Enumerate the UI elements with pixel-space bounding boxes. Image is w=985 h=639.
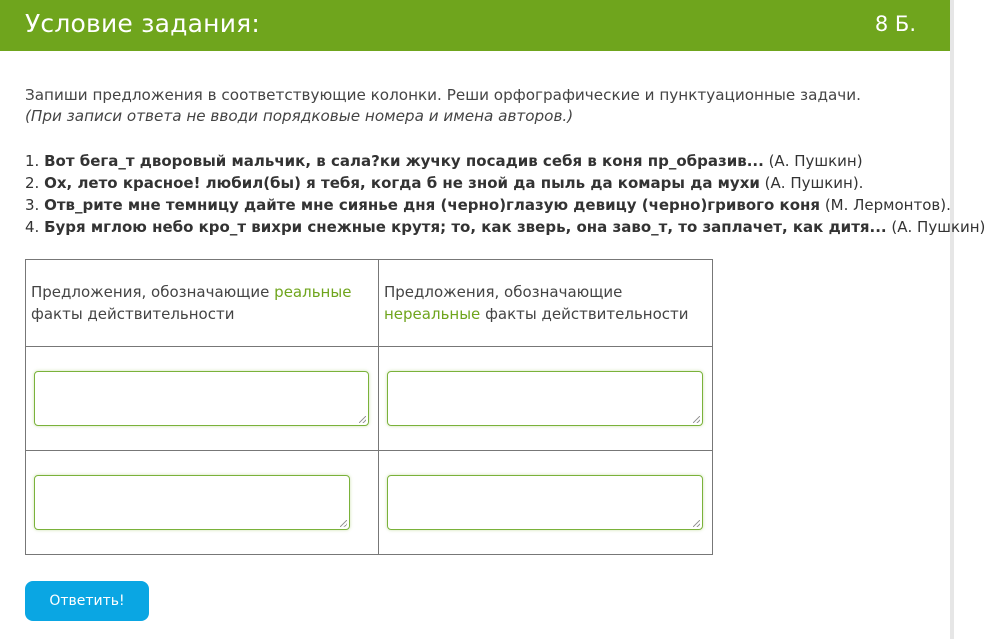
column-header-text: Предложения, обозначающие xyxy=(31,283,275,301)
sentence-author: (М. Лермонтов). xyxy=(824,196,951,214)
answer-cell xyxy=(379,451,713,555)
sentence-author: (А. Пушкин) xyxy=(768,152,863,170)
answer-cell xyxy=(26,451,379,555)
task-title: Условие задания: xyxy=(25,9,261,38)
sentence-list xyxy=(25,150,985,238)
sentence-item xyxy=(25,150,985,172)
page-right-border xyxy=(950,0,954,639)
answer-textarea-real-1[interactable] xyxy=(34,371,369,426)
sentence-text: Буря мглою небо кро_т вихри снежные крутя; то, как зверь, она заво_т, то заплачет, как дитя... xyxy=(44,218,887,236)
answer-textarea-real-2[interactable] xyxy=(34,475,350,530)
answer-cell xyxy=(379,347,713,451)
resize-handle-icon[interactable] xyxy=(359,416,366,423)
column-header-text: факты действительности xyxy=(31,305,235,323)
sentence-text: Ох, лето красное! любил(бы) я тебя, когда б не зной да пыль да комары да мухи xyxy=(44,174,760,192)
sentence-text: Отв_рите мне темницу дайте мне сиянье дня (черно)глазую девицу (черно)гривого коня xyxy=(44,196,821,214)
column-header-accent: реальные xyxy=(274,283,352,301)
submit-button[interactable]: Ответить! xyxy=(25,581,149,621)
resize-handle-icon[interactable] xyxy=(693,520,700,527)
resize-handle-icon[interactable] xyxy=(693,416,700,423)
sentence-item xyxy=(25,172,985,194)
answer-cell xyxy=(26,347,379,451)
sentence-author: (А. Пушкин) xyxy=(891,218,985,236)
sentence-number: 2. xyxy=(25,174,40,192)
sentence-number: 1. xyxy=(25,152,40,170)
resize-handle-icon[interactable] xyxy=(340,520,347,527)
answer-table xyxy=(25,259,713,555)
column-header-text: факты действительности xyxy=(480,305,689,323)
column-header-accent: нереальные xyxy=(384,305,481,323)
sentence-number: 3. xyxy=(25,196,40,214)
sentence-item xyxy=(25,194,985,216)
sentence-text: Вот бега_т дворовый мальчик, в сала?ки жучку посадив себя в коня пр_образив... xyxy=(44,152,764,170)
sentence-number: 4. xyxy=(25,218,40,236)
answer-textarea-unreal-2[interactable] xyxy=(387,475,703,530)
sentence-author: (А. Пушкин). xyxy=(764,174,864,192)
column-header-unreal xyxy=(379,260,713,347)
sentence-item xyxy=(25,216,985,238)
column-header-text: Предложения, обозначающие xyxy=(384,283,623,301)
answer-textarea-unreal-1[interactable] xyxy=(387,371,703,426)
instruction-note: (При записи ответа не вводи порядковые номера и имена авторов.) xyxy=(25,107,574,125)
instruction-text: Запиши предложения в соответствующие колонки. Реши орфографические и пунктуационные задачи. xyxy=(25,86,861,104)
task-instruction xyxy=(25,85,861,127)
task-header xyxy=(0,0,950,51)
task-score: 8 Б. xyxy=(874,12,916,36)
column-header-real xyxy=(26,260,379,347)
